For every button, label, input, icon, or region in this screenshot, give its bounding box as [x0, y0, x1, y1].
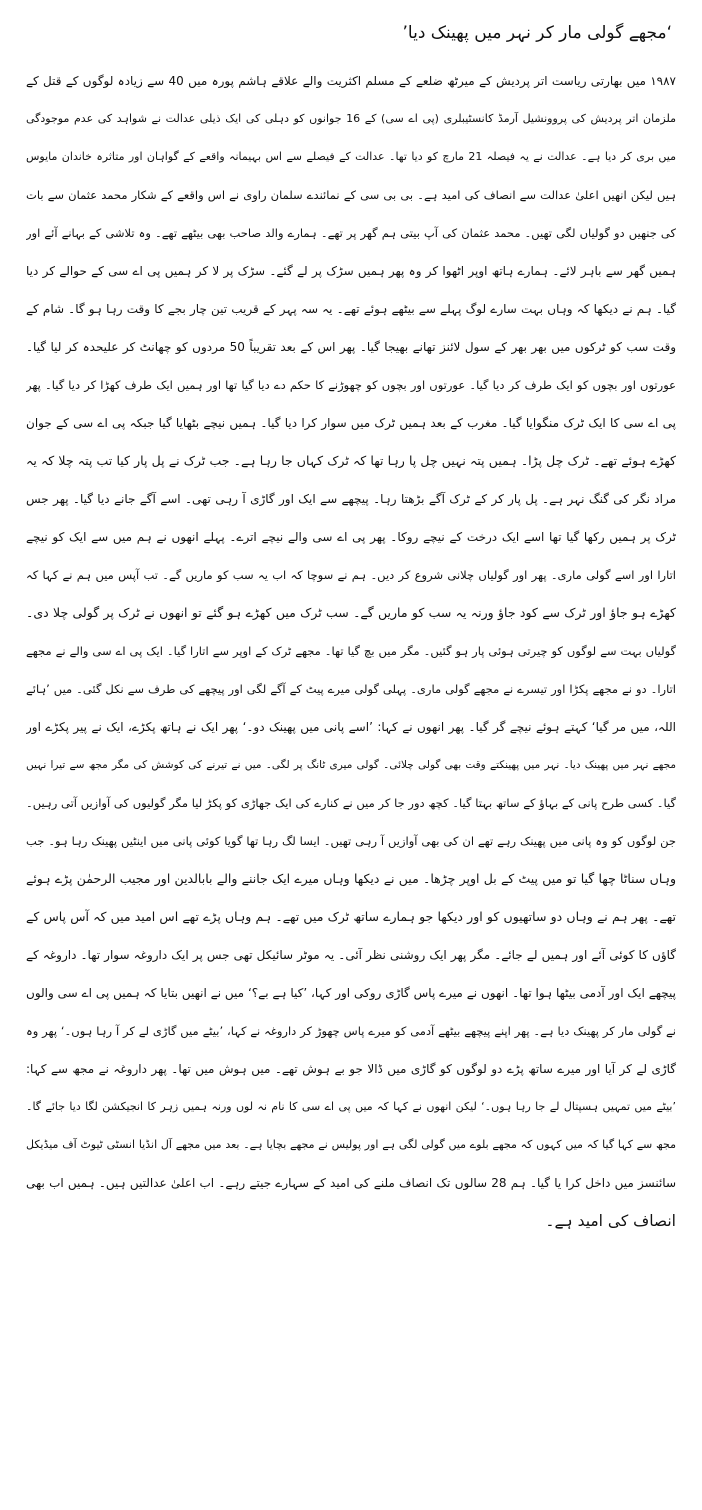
paragraph-line: گیا۔ ہم نے دیکھا کہ وہاں بہت سارے لوگ پہلے سے بیٹھے ہوئے تھے۔ یہ سہ پہر کے قریب تین چار بجے کا وقت رہا ہو گا۔ شام کے [26, 302, 676, 316]
paragraph-line: پیچھے ایک اور آدمی بیٹھا ہوا تھا۔ انھوں نے میرے پاس گاڑی روکی اور کہا، ’کیا ہے بے؟‘ میں نے انھیں بتایا کہ ہمیں پی اے سی والوں [26, 986, 676, 1000]
paragraph-line: ٹرک پر ہمیں رکھا گیا تھا اسے ایک درخت کے نیچے روکا۔ پھر پی اے سی والے نیچے اترے۔ پہلے انھوں نے ہم میں سے ایک کو نیچے [26, 530, 676, 544]
paragraph-line: جن لوگوں کو وہ پانی میں پھینک رہے تھے ان کی بھی آوازیں آ رہی تھیں۔ ایسا لگ رہا تھا گویا کوئی پانی میں اینٹیں پھینک رہا ہو۔ جب [26, 834, 676, 848]
paragraph-line: وقت سب کو ٹرکوں میں بھر بھر کے سول لائنز تھانے بھیجا گیا۔ پھر اس کے بعد تقریباً 50 مردوں کو چھانٹ کر علیحدہ کر لیا گیا۔ [26, 340, 676, 354]
paragraph-line: گاؤں کا کوئی آئے اور ہمیں لے جائے۔ مگر پھر ایک روشنی نظر آئی۔ یہ موٹر سائیکل تھی جس پر ایک داروغہ سوار تھا۔ داروغہ کے [26, 948, 676, 962]
paragraph-line: انصاف کی امید ہے۔ [545, 1212, 676, 1230]
paragraph-line: پی اے سی کا ایک ٹرک منگوایا گیا۔ مغرب کے بعد ہمیں ٹرک میں سوار کرا دیا گیا۔ ہمیں نیچے بٹھایا گیا جبکہ پی اے سی کے جوان [26, 416, 676, 430]
article-title: ‘مجھے گولی مار کر نہر میں پھینک دیا’ [402, 23, 672, 43]
article-body [26, 62, 676, 1240]
paragraph-line: ہیں لیکن انھیں اعلیٰ عدالت سے انصاف کی امید ہے۔ بی بی سی کے نمائندے سلمان راوی نے اس واقعے کے شکار محمد عثمان سے بات [26, 188, 676, 202]
paragraph-line: گاڑی لے کر آیا اور میرے ساتھ پڑے دو لوگوں کو گاڑی میں ڈالا جو بے ہوش تھے۔ میں ہوش میں تھا۔ پھر داروغہ نے مجھ سے کہا: [26, 1062, 676, 1076]
paragraph-line: سائنسز میں داخل کرا یا گیا۔ ہم 28 سالوں تک انصاف ملنے کی امید کے سہارے جیتے رہے۔ اب اعلیٰ عدالتیں ہیں۔ ہمیں اب بھی [26, 1176, 676, 1190]
paragraph-line: کی جنھیں دو گولیاں لگی تھیں۔ محمد عثمان کی آپ بیتی ہم گھر پر تھے۔ ہمارے والد صاحب بھی بیٹھے تھے۔ وہ تلاشی کے بہانے آئے اور [26, 226, 676, 240]
paragraph-line: عورتوں اور بچوں کو ایک طرف کر دیا گیا۔ عورتوں اور بچوں کو چھوڑنے کا حکم دے دیا گیا تھا اور ہمیں ایک طرف کھڑا کر دیا گیا۔ پھر [26, 378, 676, 392]
paragraph-line: نے گولی مار کر پھینک دیا ہے۔ پھر اپنے پیچھے بیٹھے آدمی کو میرے پاس چھوڑ کر داروغہ نے کہا، ’بیٹے میں گاڑی لے کر آ رہا ہوں۔‘ پھر وہ [26, 1024, 676, 1038]
paragraph-line: مجھ سے کہا گیا کہ میں کہوں کہ مجھے بلوے میں گولی لگی ہے اور پولیس نے مجھے بچایا ہے۔ بعد میں مجھے آل انڈیا انسٹی ٹیوٹ آف میڈیکل [26, 1138, 676, 1151]
paragraph-line: کھڑے ہوئے تھے۔ ٹرک چل پڑا۔ ہمیں پتہ نہیں چل پا رہا تھا کہ ٹرک کہاں جا رہا ہے۔ جب ٹرک نے پل پار کیا تب پتہ چلا کہ یہ [26, 453, 676, 468]
paragraph-line: اتارا اور اسے گولی ماری۔ پھر اور گولیاں چلانی شروع کر دیں۔ ہم نے سوچا کہ اب یہ سب کو ماریں گے۔ تب آپس میں ہم نے کہا کہ [26, 568, 676, 582]
paragraph-line: ملزمان اتر پردیش کی پروونشیل آرمڈ کانسٹیبلری (پی اے سی) کے 16 جوانوں کو دہلی کی ایک ذیلی عدالت نے شواہد کی عدم موجودگی [26, 112, 676, 125]
paragraph-line: مجھے نہر میں پھینک دیا۔ نہر میں پھینکتے وقت بھی گولی چلائی۔ گولی میری ٹانگ پر لگی۔ میں نے تیرنے کی کوشش کی مگر مجھ سے تیرا نہیں [26, 759, 676, 771]
paragraph-line: اللہ، میں مر گیا‘ کہتے ہوئے نیچے گر گیا۔ پھر انھوں نے کہا: ’اسے پانی میں پھینک دو۔‘ پھر ایک نے ہاتھ پکڑے، ایک نے پیر پکڑے اور [26, 720, 676, 734]
paragraph-line: گیا۔ کسی طرح پانی کے بہاؤ کے ساتھ بہتا گیا۔ کچھ دور جا کر میں نے کنارے کی ایک جھاڑی کو پکڑ لیا مگر گولیوں کی آوازیں آتی رہیں۔ [26, 796, 676, 810]
paragraph-line: وہاں سناٹا چھا گیا تو میں پیٹ کے بل اوپر چڑھا۔ میں نے دیکھا وہاں میرے ایک جاننے والے بابالدین اور مجیب الرحمٰن پڑے ہوئے [26, 871, 676, 886]
paragraph-line: تھے۔ پھر ہم نے وہاں دو ساتھیوں کو اور دیکھا جو ہمارے ساتھ ٹرک میں تھے۔ ہم وہاں پڑے تھے اس امید میں کہ آس پاس کے [26, 909, 676, 924]
paragraph-line: مراد نگر کی گنگ نہر ہے۔ پل پار کر کے ٹرک آگے بڑھتا رہا۔ پیچھے سے ایک اور گاڑی آ رہی تھی۔ اسے آگے جانے دیا گیا۔ پھر جس [26, 492, 676, 506]
paragraph-line: ہمیں گھر سے باہر لائے۔ ہمارے ہاتھ اوپر اٹھوا کر وہ پھر ہمیں سڑک پر لے گئے۔ سڑک پر لا کر ہمیں پی اے سی کے حوالے کر دیا [26, 264, 676, 278]
paragraph-line: کھڑے ہو جاؤ اور ٹرک سے کود جاؤ ورنہ یہ سب کو ماریں گے۔ سب ٹرک میں کھڑے ہو گئے تو انھوں نے ٹرک پر گولی چلا دی۔ [26, 605, 676, 620]
paragraph-line: ’بیٹے میں تمہیں ہسپتال لے جا رہا ہوں۔‘ لیکن انھوں نے کہا کہ میں پی اے سی کا نام نہ لوں ورنہ ہمیں زہر کا انجیکشن لگا دیا جائے گا۔ [26, 1100, 676, 1113]
paragraph-line: اتارا۔ دو نے مجھے پکڑا اور تیسرے نے مجھے گولی ماری۔ پہلی گولی میرے پیٹ کے آگے لگی اور پیچھے کی طرف سے نکل گئی۔ میں ’ہائے [26, 682, 676, 696]
paragraph-line: ۱۹۸۷ میں بھارتی ریاست اتر پردیش کے میرٹھ ضلعے کے مسلم اکثریت والے علاقے ہاشم پورہ میں 40 سے زیادہ لوگوں کے قتل کے [26, 74, 676, 88]
paragraph-line: گولیاں بہت سے لوگوں کو چیرتی ہوئی پار ہو گئیں۔ مگر میں بچ گیا تھا۔ مجھے ٹرک کے اوپر سے اتارا گیا۔ ایک پی اے سی والے نے مجھے [26, 644, 676, 658]
paragraph-line: میں بری کر دیا ہے۔ عدالت نے یہ فیصلہ 21 مارچ کو دیا تھا۔ عدالت کے فیصلے سے اس بہیمانہ واقعے کے گواہان اور متاثرہ خاندان مایوس [26, 150, 676, 163]
